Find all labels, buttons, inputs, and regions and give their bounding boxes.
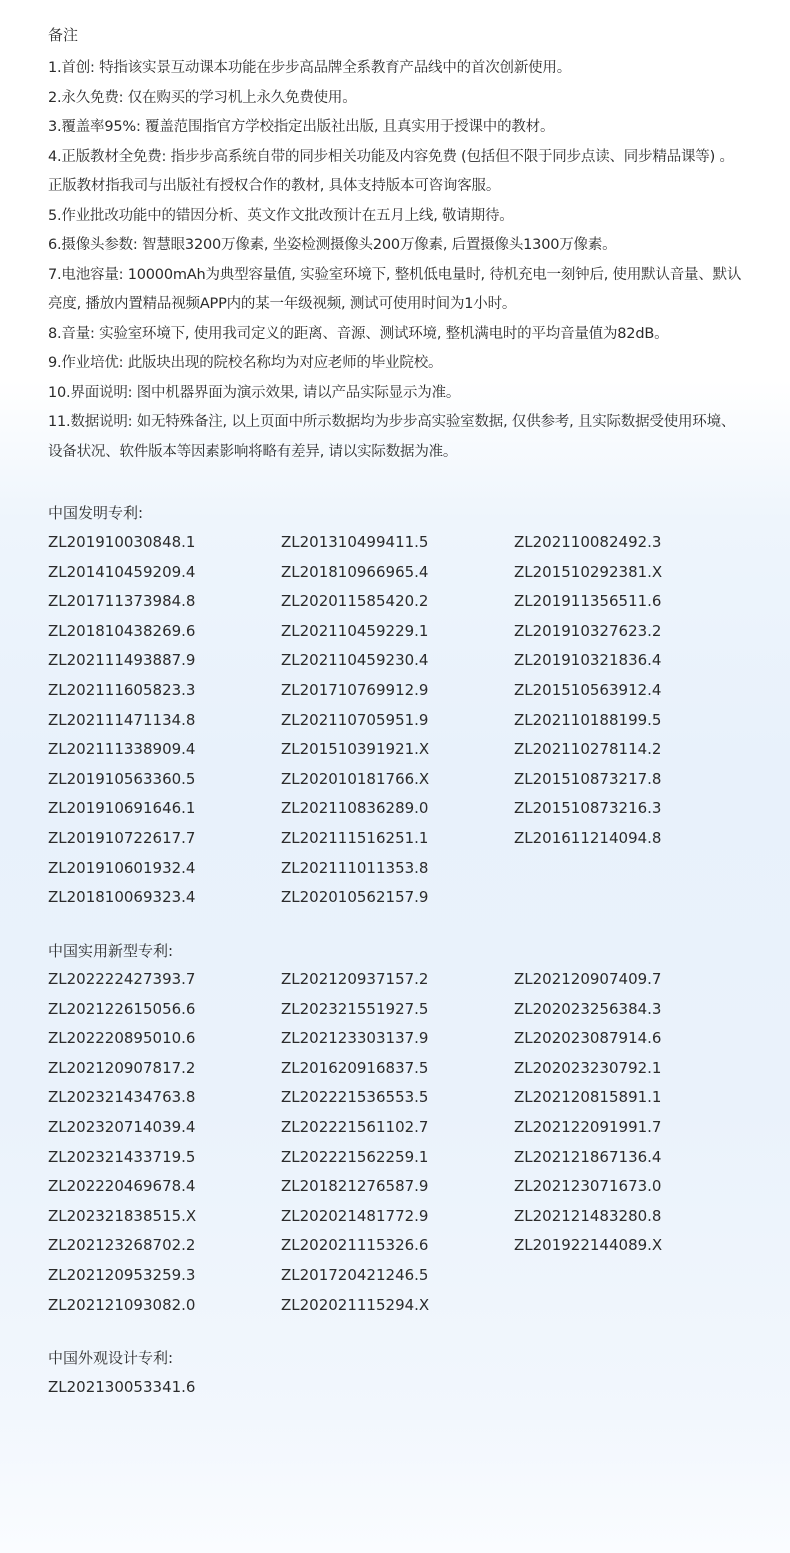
patent-number: ZL202021115294.X [281,1295,430,1314]
patent-number: ZL201911356511.6 [514,592,662,611]
patent-number: ZL201810438269.6 [48,621,196,640]
patent-number: ZL201510873217.8 [514,769,662,788]
patent-number: ZL202321433719.5 [48,1147,196,1166]
patent-number: ZL202010562157.9 [281,888,429,907]
patent-number: ZL202221562259.1 [281,1147,429,1166]
patent-number: ZL202121483280.8 [514,1206,662,1225]
patent-number: ZL202110082492.3 [514,533,662,551]
patent-number: ZL201910563360.5 [48,769,196,788]
utility-patents-grid [48,968,748,1323]
patent-row [48,531,748,561]
patent-row [48,738,748,768]
patent-row [48,886,748,916]
patent-row [48,768,748,798]
note-item: 9.作业培优: 此版块出现的院校名称均为对应老师的毕业院校。 [48,355,443,371]
patent-number: ZL201711373984.8 [48,592,196,611]
note-item: 4.正版教材全免费: 指步步高系统自带的同步相关功能及内容免费 (包括但不限于同步点读、同步精品课等) 。正版教材指我司与出版社有授权合作的教材, 具体支持版本可咨询客服。 [48,148,734,194]
patent-number: ZL202121093082.0 [48,1295,196,1314]
note-item: 11.数据说明: 如无特殊备注, 以上页面中所示数据均为步步高实验室数据, 仅供参考, 且实际数据受使用环境、设备状况、软件版本等因素影响将略有差异, 请以实际数据为准。 [48,414,736,460]
patent-row [48,709,748,739]
patent-number: ZL201821276587.9 [281,1177,429,1196]
patent-number: ZL202111605823.3 [48,680,196,699]
patent-number: ZL202321551927.5 [281,999,429,1018]
patent-number: ZL202023230792.1 [514,1058,662,1077]
patent-number: ZL201611214094.8 [514,828,662,847]
patent-number: ZL202110278114.2 [514,740,662,759]
patent-number: ZL201710769912.9 [281,680,429,699]
invention-patents-title: 中国发明专利: [48,504,144,522]
note-item: 7.电池容量: 10000mAh为典型容量值, 实验室环境下, 整机低电量时, 待机充电一刻钟后, 使用默认音量、默认亮度, 播放内置精品视频APP内的某一年级视频, 测试可使用时间为1小时。 [48,266,742,312]
patent-row [48,1376,748,1406]
patent-number: ZL202121867136.4 [514,1147,662,1166]
patent-row [48,561,748,591]
patent-number: ZL202111471134.8 [48,710,196,729]
patent-number: ZL202110459229.1 [281,621,429,640]
patent-number: ZL201810069323.4 [48,888,196,907]
note-item: 10.界面说明: 图中机器界面为演示效果, 请以产品实际显示为准。 [48,384,461,401]
patent-row [48,1086,748,1116]
patent-number: ZL202123303137.9 [281,1029,429,1048]
patent-number: ZL202320714039.4 [48,1117,196,1136]
patent-number: ZL202122615056.6 [48,999,196,1018]
patent-number: ZL201720421246.5 [281,1265,429,1284]
patent-number: ZL202120937157.2 [281,970,429,988]
patent-number: ZL201510391921.X [281,740,430,759]
patent-row [48,1057,748,1087]
patent-number: ZL201810966965.4 [281,562,429,581]
note-item: 3.覆盖率95%: 覆盖范围指官方学校指定出版社出版, 且真实用于授课中的教材。 [48,119,555,135]
patent-number: ZL202221561102.7 [281,1117,429,1136]
utility-patents-title: 中国实用新型专利: [48,942,174,960]
patent-row [48,649,748,679]
note-item: 8.音量: 实验室环境下, 使用我司定义的距离、音源、测试环境, 整机满电时的平均音量值为82dB。 [48,325,669,342]
patent-number: ZL201910321836.4 [514,651,662,670]
patent-row [48,620,748,650]
patent-number: ZL202021115326.6 [281,1236,429,1255]
patent-number: ZL202120953259.3 [48,1265,196,1284]
patent-number: ZL202110188199.5 [514,710,662,729]
patent-row [48,827,748,857]
note-item: 1.首创: 特指该实景互动课本功能在步步高品牌全系教育产品线中的首次创新使用。 [48,60,572,76]
patent-number: ZL202010181766.X [281,769,430,788]
patent-number: ZL202120907409.7 [514,970,662,988]
invention-patents-grid [48,531,748,916]
patent-number [514,1376,747,1406]
patent-row [48,998,748,1028]
note-item: 6.摄像头参数: 智慧眼3200万像素, 坐姿检测摄像头200万像素, 后置摄像头1300万像素。 [48,237,617,253]
patent-number: ZL202023256384.3 [514,999,662,1018]
patent-number: ZL202011585420.2 [281,592,429,611]
patent-number: ZL202221536553.5 [281,1088,429,1107]
patent-number: ZL202130053341.6 [48,1378,196,1396]
patent-number: ZL202111338909.4 [48,740,196,759]
design-patents-title: 中国外观设计专利: [48,1349,174,1367]
patent-number: ZL202222427393.7 [48,970,196,988]
patent-number: ZL202110836289.0 [281,799,429,818]
patent-row [48,1294,748,1324]
note-item: 2.永久免费: 仅在购买的学习机上永久免费使用。 [48,89,357,106]
note-item: 5.作业批改功能中的错因分析、英文作文批改预计在五月上线, 敬请期待。 [48,207,514,224]
patent-number: ZL201510873216.3 [514,799,662,818]
patent-number: ZL202021481772.9 [281,1206,429,1225]
patent-row [48,1175,748,1205]
patent-number [514,1264,747,1294]
patent-number: ZL201910722617.7 [48,828,196,847]
patent-number: ZL202321434763.8 [48,1088,196,1107]
patent-number: ZL201510563912.4 [514,680,662,699]
notes-title: 备注 [48,26,79,44]
patent-number: ZL202110459230.4 [281,651,429,670]
patent-number: ZL201910691646.1 [48,799,196,818]
patent-number: ZL202111516251.1 [281,828,429,847]
patent-row [48,797,748,827]
design-patents-grid [48,1376,748,1406]
patent-number: ZL201620916837.5 [281,1058,429,1077]
patent-number: ZL202120815891.1 [514,1088,662,1107]
patent-number: ZL201910601932.4 [48,858,196,877]
patent-number: ZL202123071673.0 [514,1177,662,1196]
patent-row [48,968,748,998]
patent-number: ZL201910030848.1 [48,533,196,551]
notes-list [48,54,748,467]
patent-number: ZL201410459209.4 [48,562,196,581]
patent-number: ZL201910327623.2 [514,621,662,640]
patent-number: ZL202321838515.X [48,1206,197,1225]
patent-number: ZL202123268702.2 [48,1236,196,1255]
patent-row [48,1146,748,1176]
patent-number: ZL202120907817.2 [48,1058,196,1077]
patent-row [48,1234,748,1264]
patent-number [514,857,747,887]
patent-number [514,886,747,916]
patent-number: ZL202023087914.6 [514,1029,662,1048]
patent-row [48,590,748,620]
patent-number [281,1376,514,1406]
patent-number: ZL202111493887.9 [48,651,196,670]
patent-row [48,1264,748,1294]
patent-number: ZL202122091991.7 [514,1117,662,1136]
patent-number: ZL202220895010.6 [48,1029,196,1048]
patent-number: ZL201310499411.5 [281,533,429,551]
patent-number: ZL202111011353.8 [281,858,429,877]
patent-number [514,1294,747,1324]
patent-row [48,1205,748,1235]
patent-number: ZL202220469678.4 [48,1177,196,1196]
patent-row [48,679,748,709]
patent-number: ZL202110705951.9 [281,710,429,729]
patent-row [48,857,748,887]
patent-number: ZL201922144089.X [514,1236,663,1255]
patent-number: ZL201510292381.X [514,562,663,581]
patent-row [48,1027,748,1057]
patent-row [48,1116,748,1146]
